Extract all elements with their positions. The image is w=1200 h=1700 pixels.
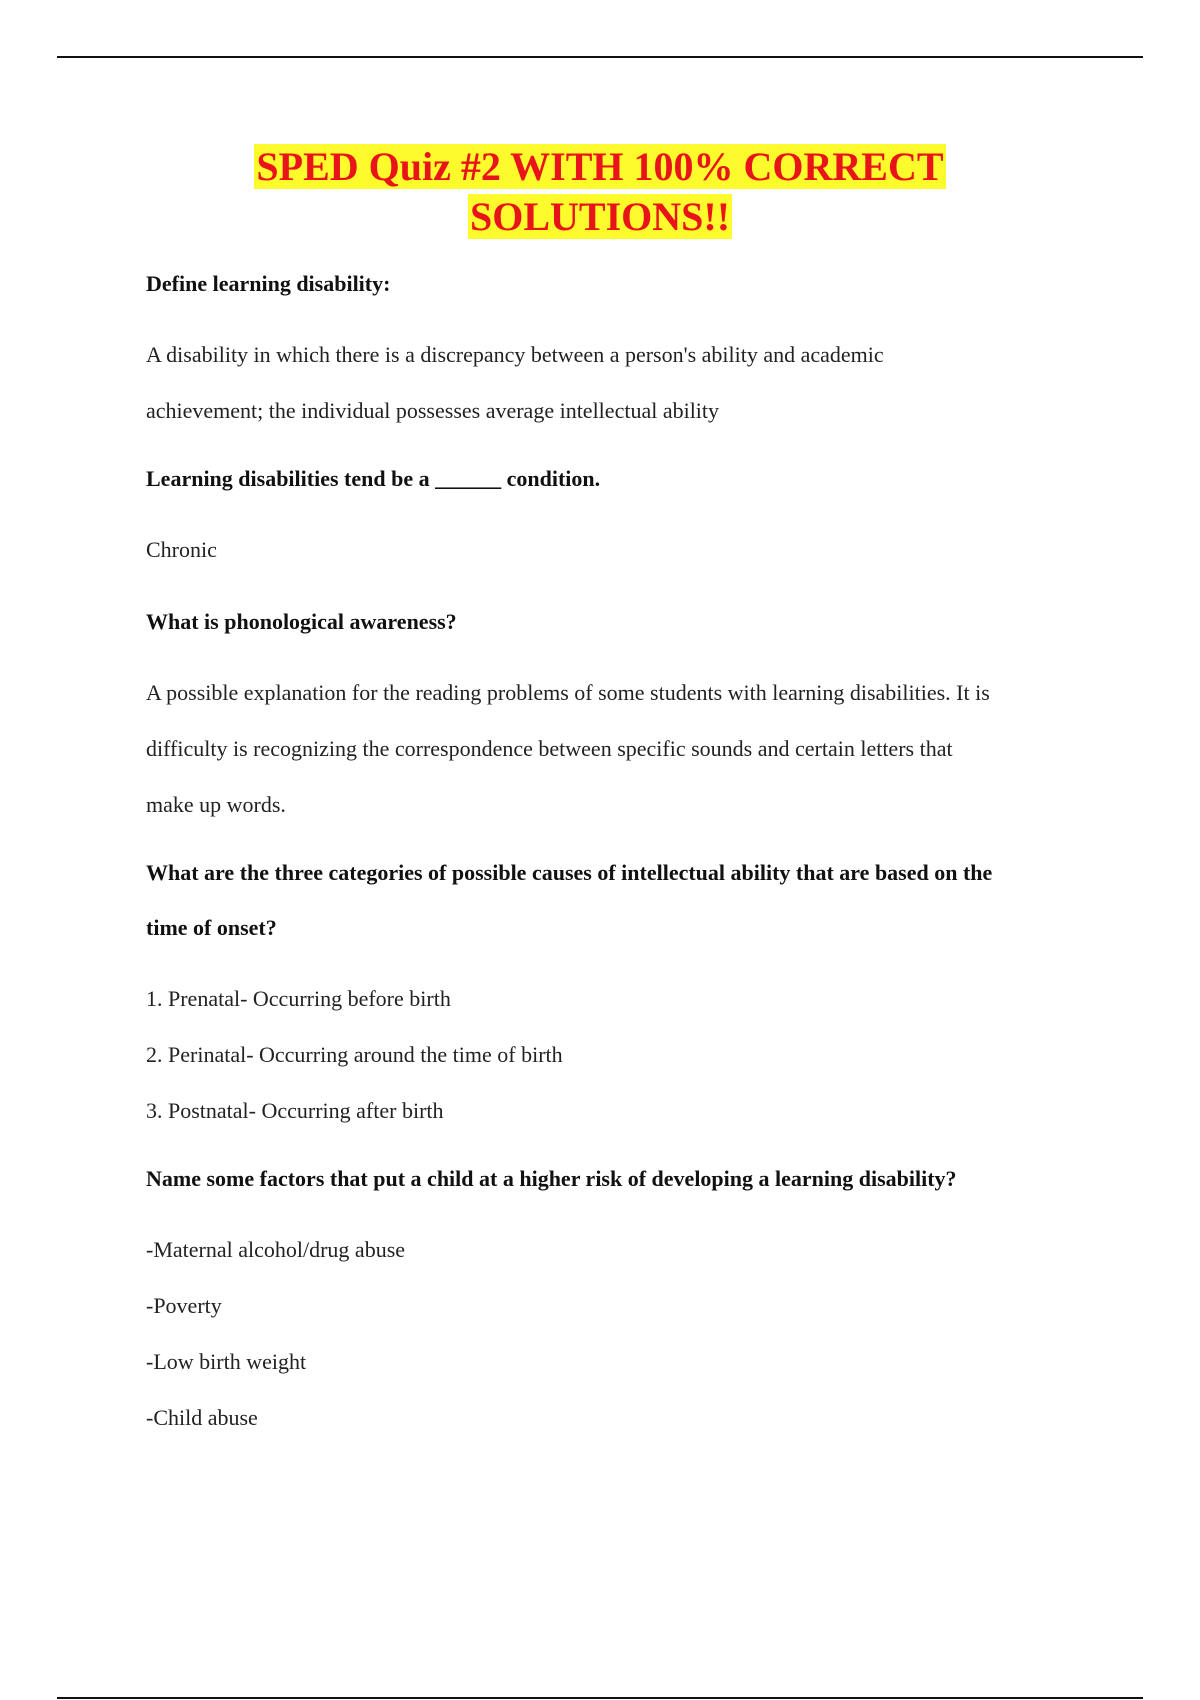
quiz-content <box>146 256 1106 1446</box>
answer-4-line-2: 2. Perinatal- Occurring around the time of birth <box>146 1042 563 1067</box>
answer-5-line-2: -Poverty <box>146 1293 222 1318</box>
answer-5-line-3: -Low birth weight <box>146 1349 307 1374</box>
answer-1-line-1: A disability in which there is a discrepancy between a person's ability and academic <box>146 342 884 367</box>
question-4-line-1: What are the three categories of possible causes of intellectual ability that are based on the <box>146 860 993 885</box>
bottom-rule <box>57 1697 1143 1699</box>
answer-5-line-4: -Child abuse <box>146 1405 258 1430</box>
answer-2-line-1: Chronic <box>146 537 217 562</box>
answer-3-line-2: difficulty is recognizing the correspondence between specific sounds and certain letters that <box>146 736 953 761</box>
question-2: Learning disabilities tend be a ______ condition. <box>146 466 601 491</box>
question-1: Define learning disability: <box>146 271 391 296</box>
question-3: What is phonological awareness? <box>146 609 457 634</box>
answer-4-line-3: 3. Postnatal- Occurring after birth <box>146 1098 444 1123</box>
answer-3-line-1: A possible explanation for the reading problems of some students with learning disabilities. It is <box>146 680 990 705</box>
answer-3-line-3: make up words. <box>146 792 286 817</box>
document-title <box>0 142 1200 242</box>
answer-1-line-2: achievement; the individual possesses average intellectual ability <box>146 398 720 423</box>
answer-4-line-1: 1. Prenatal- Occurring before birth <box>146 986 451 1011</box>
answer-5-line-1: -Maternal alcohol/drug abuse <box>146 1237 406 1262</box>
title-line-1: SPED Quiz #2 WITH 100% CORRECT <box>256 144 944 189</box>
top-rule <box>57 56 1143 58</box>
question-4-line-2: time of onset? <box>146 915 277 940</box>
title-line-2: SOLUTIONS!! <box>469 194 731 239</box>
question-5: Name some factors that put a child at a higher risk of developing a learning disability? <box>146 1166 957 1191</box>
